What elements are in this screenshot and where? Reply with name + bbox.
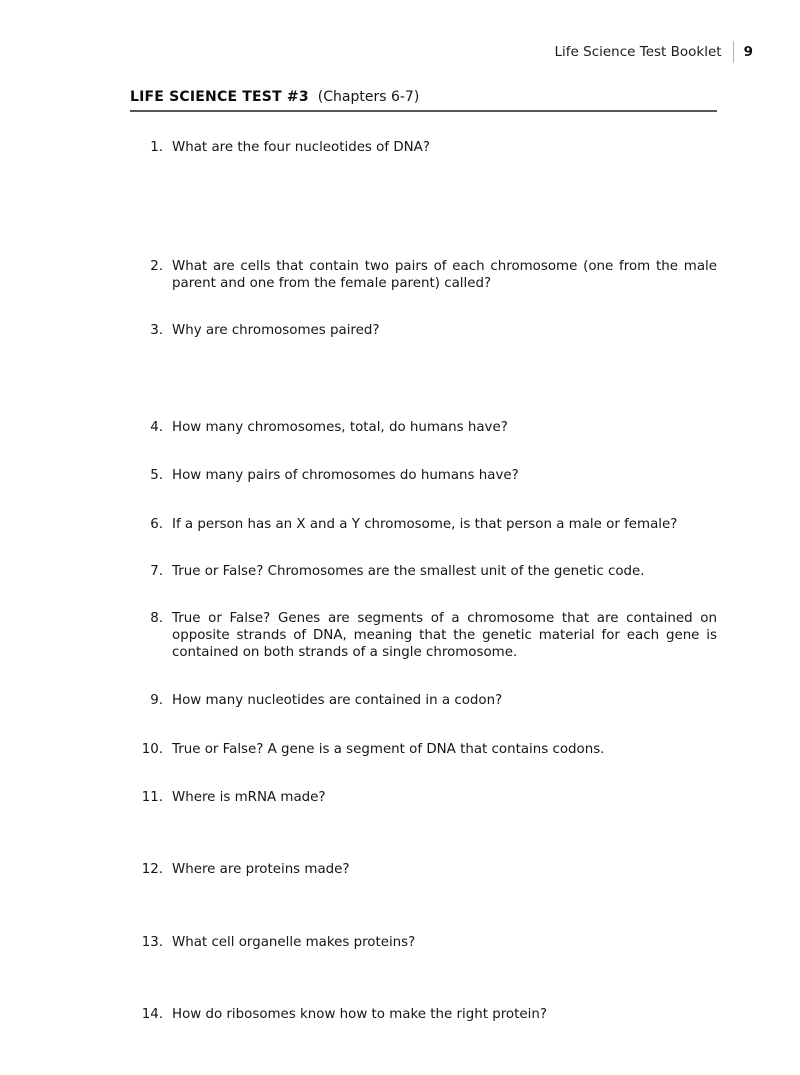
question-number: 4.	[150, 420, 163, 435]
question-item	[130, 934, 717, 951]
question-item	[130, 467, 717, 484]
question-item	[130, 258, 717, 292]
question-text: How many pairs of chromosomes do humans have?	[172, 468, 519, 483]
question-text: Where are proteins made?	[172, 862, 350, 877]
question-text: How do ribosomes know how to make the right protein?	[172, 1007, 547, 1022]
test-title-row	[130, 89, 800, 105]
question-list	[130, 139, 717, 1023]
question-item	[130, 1006, 717, 1023]
question-item	[130, 789, 717, 806]
question-item	[130, 516, 717, 533]
question-number: 5.	[150, 468, 163, 483]
running-header	[0, 0, 800, 63]
question-item	[130, 322, 717, 339]
question-text: What cell organelle makes proteins?	[172, 935, 416, 950]
question-item	[130, 419, 717, 436]
question-number: 13.	[141, 935, 163, 950]
question-text: True or False? Chromosomes are the smallest unit of the genetic code.	[172, 564, 645, 579]
question-number: 7.	[150, 564, 163, 579]
test-chapters: (Chapters 6-7)	[317, 89, 420, 105]
question-text: Why are chromosomes paired?	[172, 323, 380, 338]
header-divider	[733, 41, 734, 63]
question-text: What are the four nucleotides of DNA?	[172, 140, 430, 155]
title-rule	[130, 110, 717, 112]
question-text: What are cells that contain two pairs of each chromosome (one from the male parent and one from the female parent) called?	[172, 259, 717, 291]
question-item	[130, 741, 717, 758]
question-number: 12.	[141, 862, 163, 877]
question-number: 6.	[150, 517, 163, 532]
question-item	[130, 861, 717, 878]
test-title: LIFE SCIENCE TEST #3	[130, 89, 309, 105]
question-number: 8.	[150, 611, 163, 626]
question-number: 14.	[141, 1007, 163, 1022]
question-text: Where is mRNA made?	[172, 790, 326, 805]
question-number: 2.	[150, 259, 163, 274]
question-number: 9.	[150, 693, 163, 708]
question-text: If a person has an X and a Y chromosome, is that person a male or female?	[172, 517, 678, 532]
question-number: 10.	[141, 742, 163, 757]
question-number: 11.	[141, 790, 163, 805]
question-text: How many chromosomes, total, do humans have?	[172, 420, 508, 435]
question-number: 3.	[150, 323, 163, 338]
question-item	[130, 139, 717, 156]
booklet-title: Life Science Test Booklet	[554, 43, 722, 60]
question-text: True or False? Genes are segments of a chromosome that are contained on opposite strands of DNA, meaning that the genetic material for each gene is contained on both strands of a single chromosome.	[172, 611, 717, 660]
question-item	[130, 610, 717, 661]
page-number: 9	[743, 43, 753, 60]
question-number: 1.	[150, 140, 163, 155]
question-text: How many nucleotides are contained in a codon?	[172, 693, 503, 708]
question-item	[130, 692, 717, 709]
question-item	[130, 563, 717, 580]
question-text: True or False? A gene is a segment of DNA that contains codons.	[172, 742, 605, 757]
